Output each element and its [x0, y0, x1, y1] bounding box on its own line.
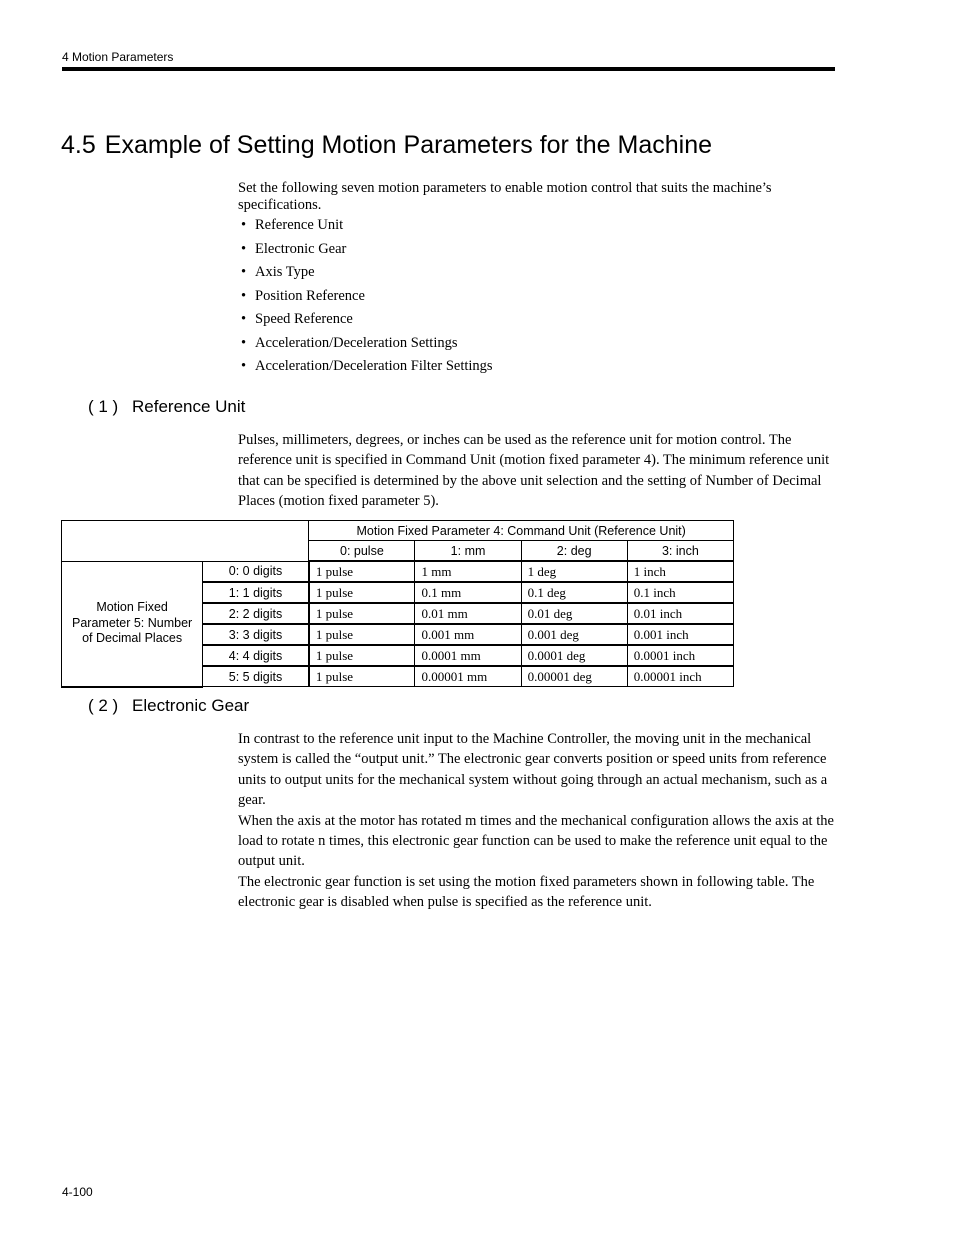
- table-group-header: Motion Fixed Parameter 4: Command Unit (Reference Unit): [309, 521, 734, 541]
- row-label: 2: 2 digits: [203, 603, 309, 624]
- row-group-label: Motion Fixed Parameter 5: Number of Decimal Places: [62, 561, 203, 687]
- table-cell: 1 mm: [415, 561, 521, 582]
- table-cell: 1 pulse: [309, 645, 415, 666]
- table-corner-cell: [62, 521, 309, 562]
- subsection-number: ( 2 ): [88, 696, 119, 715]
- column-header: 1: mm: [415, 541, 521, 562]
- table-cell: 0.01 deg: [521, 603, 627, 624]
- section-number: 4.5: [61, 131, 96, 159]
- table-cell: 0.0001 mm: [415, 645, 521, 666]
- intro-paragraph: Set the following seven motion parameters to enable motion control that suits the machine’s specifications.: [238, 180, 772, 213]
- row-label: 4: 4 digits: [203, 645, 309, 666]
- list-item: • Electronic Gear: [241, 240, 347, 257]
- paragraph: When the axis at the motor has rotated m times and the mechanical configuration allows the axis at the load to rotate n times, this electronic gear function can be used to make the reference unit equal to the output unit.: [238, 812, 834, 870]
- paragraph: The electronic gear function is set using the motion fixed parameters shown in following table. The electronic gear is disabled when pulse is specified as the reference unit.: [238, 873, 815, 911]
- subsection-heading-electronic-gear: [88, 696, 249, 716]
- table-cell: 0.001 inch: [627, 624, 733, 645]
- table-cell: 1 inch: [627, 561, 733, 582]
- subsection-number: ( 1 ): [88, 397, 119, 416]
- bullet-icon: •: [241, 311, 247, 327]
- table-cell: 1 pulse: [309, 603, 415, 624]
- row-label: 3: 3 digits: [203, 624, 309, 645]
- list-item: • Reference Unit: [241, 217, 344, 233]
- bullet-icon: •: [241, 240, 247, 257]
- table-cell: 1 deg: [521, 561, 627, 582]
- column-header: 2: deg: [521, 541, 627, 562]
- table-cell: 0.01 mm: [415, 603, 521, 624]
- section-title-text: Example of Setting Motion Parameters for the Machine: [104, 131, 713, 159]
- table-cell: 0.0001 inch: [627, 645, 733, 666]
- subsection-title: Reference Unit: [132, 397, 246, 416]
- row-label: 1: 1 digits: [203, 582, 309, 603]
- page-number: 4-100: [62, 1185, 93, 1199]
- list-item: • Position Reference: [241, 287, 365, 304]
- bullet-icon: •: [241, 217, 247, 233]
- electronic-gear-text: [238, 729, 834, 913]
- table-cell: 1 pulse: [309, 624, 415, 645]
- list-item: • Acceleration/Deceleration Settings: [241, 334, 458, 351]
- list-item: • Axis Type: [241, 264, 315, 280]
- column-header: 0: pulse: [309, 541, 415, 562]
- table-cell: 0.01 inch: [627, 603, 733, 624]
- subsection-title: Electronic Gear: [132, 696, 250, 715]
- table-cell: 1 pulse: [309, 666, 415, 687]
- row-label: 0: 0 digits: [203, 561, 309, 582]
- row-label: 5: 5 digits: [203, 666, 309, 687]
- table-cell: 0.001 deg: [521, 624, 627, 645]
- reference-unit-paragraph: Pulses, millimeters, degrees, or inches can be used as the reference unit for motion control. The reference unit is specified in Command Unit (motion fixed parameter 4). The minimum reference unit that can be specified is determined by the above unit selection and the setting of Number of Decimal Places (motion fixed parameter 5).: [238, 432, 830, 510]
- bullet-icon: •: [241, 287, 247, 304]
- table-row: [62, 561, 734, 582]
- table-cell: 0.00001 deg: [521, 666, 627, 687]
- section-title: [61, 131, 712, 160]
- parameter-list: [241, 215, 493, 380]
- running-header: 4 Motion Parameters: [62, 50, 174, 64]
- list-item: • Speed Reference: [241, 311, 353, 327]
- list-item: • Acceleration/Deceleration Filter Settings: [241, 358, 493, 374]
- table-cell: 1 pulse: [309, 582, 415, 603]
- reference-unit-table: [61, 520, 734, 688]
- subsection-heading-reference-unit: [88, 397, 245, 417]
- bullet-icon: •: [241, 264, 247, 280]
- column-header: 3: inch: [627, 541, 733, 562]
- paragraph: In contrast to the reference unit input to the Machine Controller, the moving unit in the mechanical system is called the “output unit.” The electronic gear converts position or speed units from reference units to output units for the mechanical system without going through an actual mechanism, such as a gear.: [238, 731, 828, 809]
- table-cell: 0.1 mm: [415, 582, 521, 603]
- table-cell: 0.001 mm: [415, 624, 521, 645]
- table-cell: 0.00001 inch: [627, 666, 733, 687]
- table-cell: 0.1 deg: [521, 582, 627, 603]
- bullet-icon: •: [241, 334, 247, 351]
- bullet-icon: •: [241, 358, 247, 374]
- header-rule: [62, 67, 835, 71]
- table-cell: 0.00001 mm: [415, 666, 521, 687]
- table-cell: 0.1 inch: [627, 582, 733, 603]
- table-cell: 1 pulse: [309, 561, 415, 582]
- table-cell: 0.0001 deg: [521, 645, 627, 666]
